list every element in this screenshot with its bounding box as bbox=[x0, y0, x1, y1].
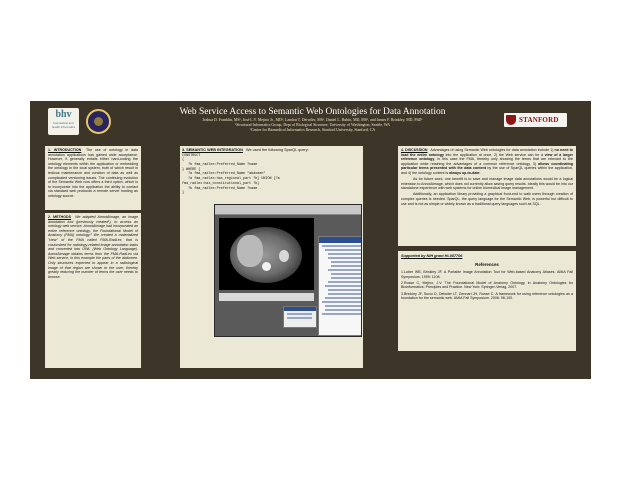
screenshot-status-strip bbox=[219, 293, 314, 301]
poster-header bbox=[30, 101, 591, 143]
ct-scan-image bbox=[219, 218, 314, 290]
methods-text: We adapted AnnotAimage, an image annotation tool (previously created¹), to access an ontology web service. AnnotAimage had incorporated an entire reference ontology, the Foundational Model of Anatomy (FMA) ontology.² We created a materialized "view" of the FMA called FMA-RadLex, that is customized for radiology-related image annotation tasks and converted into OWL (Web Ontology Language). AnnotAimage obtains terms from the FMA-RadLex via Web service, in this example the parts of the abdomen. Only structures expected to appear in a radiological image of that region are shown to the user, thereby greatly reducing the number of terms the user needs to browse. bbox=[48, 215, 139, 279]
bhv-logo-text: bhv bbox=[55, 109, 72, 120]
bhv-logo-subtext: biomedical and health informatics bbox=[51, 121, 76, 129]
reference-item: 3.Brinkley JF, Suciu D, Detwiler LT, Gennari JH, Rosse C. A framework for using reference ontologies as a foundation for the semantic web. AMIA Fall Symposium. 2006: 96-100. bbox=[401, 291, 573, 301]
screenshot-toolbar bbox=[215, 205, 361, 215]
discussion-emphasis-4: always up-to-date bbox=[449, 170, 480, 175]
integration-panel bbox=[180, 146, 363, 368]
author-list: Joshua D. Franklin, MS¹, José L.V. Mejino Jr., MD¹, Landon T. Detwiler, MS¹, Daniel L. Rubin, MD, MS², and James F. Brinkley, MD, PhD¹ bbox=[202, 118, 423, 122]
sparql-query: CONSTRUCT { ?b fma_radlex:Preferred_Name ?name } WHERE { ?a fma_radlex:Preferred_Name "abdomen" ?a fma_radlex:has_regional_part ?b} UNION {?a fma_radlex:has_constitutional_part ?b} ?b fma_radlex:Preferred_Name ?name . } bbox=[182, 153, 280, 196]
ontology-tree-window bbox=[318, 236, 362, 336]
author-block bbox=[125, 118, 500, 134]
discussion-text-e: , in this case the FMA, thereby only showing the terms that are relevant to the application while retaining the advantages of a common reference ontology, 3) bbox=[401, 157, 574, 166]
integration-heading: 3. SEMANTIC WEB INTEGRATION bbox=[182, 148, 243, 152]
grant-note: Supported by NIH grant HL087706 bbox=[401, 254, 463, 258]
discussion-query-builder: Additionally, an application library providing a graphical front-end to walk users through creation of complex queries is needed. SparQL, the query language for the Semantic Web, is powerful but difficult to use and is not as simple or widely known as a traditional query languages such as SQL. bbox=[401, 192, 573, 206]
reference-item: 1.Lober WB, Brinkley JF. A Portable Image Annotation Tool for Web-based Anatomy Atlases. AMIA Fall Symposium. 1999: 1108. bbox=[401, 270, 573, 279]
discussion-emphasis-3: allows coordinating particular terms presented with the data content bbox=[401, 161, 573, 171]
discussion-text-i: . bbox=[479, 170, 481, 175]
discussion-panel bbox=[398, 146, 576, 246]
introduction-panel bbox=[45, 146, 141, 210]
methods-panel bbox=[45, 213, 141, 368]
discussion-future-work: As for future work, one benefit is to save and manage image data annotations would be a logical extension to AnnotAimage, which does not currently allow saving query results. Ideally this would be into our standalone experience with web systems for online biomedical image management. bbox=[401, 177, 573, 191]
references-panel bbox=[398, 251, 576, 351]
introduction-text: The use of ontology in data annotation applications has gained wide acceptance. However, it generally entails either hard-coding the ontology elements within the application or embedding the ontology in the local system, both of which result in tedious maintenance and curation of data as well as complicated versioning issues. The continuing evolution of the Semantic Web now offers a third option, which is to incorporate into the application the ability to contact via standard web protocols a remote server hosting an ontology source. bbox=[48, 148, 139, 198]
methods-heading: 2. METHODS bbox=[48, 215, 72, 219]
poster bbox=[30, 101, 591, 379]
discussion-heading: 4. DISCUSSION bbox=[401, 148, 428, 152]
affiliation-stanford: ²Center for Biomedical Informatics Research, Stanford University, Stanford, CA bbox=[249, 128, 376, 133]
annotation-tool-screenshot bbox=[214, 204, 362, 337]
stanford-logo-text: STANFORD bbox=[519, 116, 559, 124]
discussion-text-c: into the application at once, 2) the Web service can be a bbox=[443, 152, 545, 157]
discussion-emphasis-1: no need to load the entire ontology bbox=[401, 148, 573, 157]
discussion-emphasis-2: view of a larger reference ontology bbox=[401, 152, 573, 162]
discussion-text-a: Advantages of using Semantic Web ontologies for data annotation include 1) bbox=[430, 148, 555, 152]
university-seal-icon bbox=[86, 109, 111, 134]
references-title: References bbox=[475, 261, 499, 267]
stanford-seal-icon bbox=[506, 115, 516, 125]
discussion-text-g: by the use of SparQL queries within the application, and 4) the ontology content is bbox=[401, 166, 573, 175]
bhv-logo bbox=[48, 108, 79, 135]
affiliation-uw: ¹Structural Informatics Group, Dept of Biological Structure, University of Washington, Seattle, WA bbox=[235, 123, 390, 128]
stanford-logo bbox=[504, 113, 567, 127]
introduction-heading: 1. INTRODUCTION bbox=[48, 148, 82, 152]
reference-item: 2.Rosse C, Mejino, J.V. The Foundational Model of Anatomy Ontology, in Anatomy Ontologies for Bioinformatics: Principles and Practice. New York: Springer-Verlag, 2007. bbox=[401, 280, 573, 290]
screenshot-dialog bbox=[283, 306, 317, 328]
integration-text: We used the following SparQL query: bbox=[245, 148, 309, 152]
poster-title: Web Service Access to Semantic Web Ontologies for Data Annotation bbox=[179, 107, 446, 117]
